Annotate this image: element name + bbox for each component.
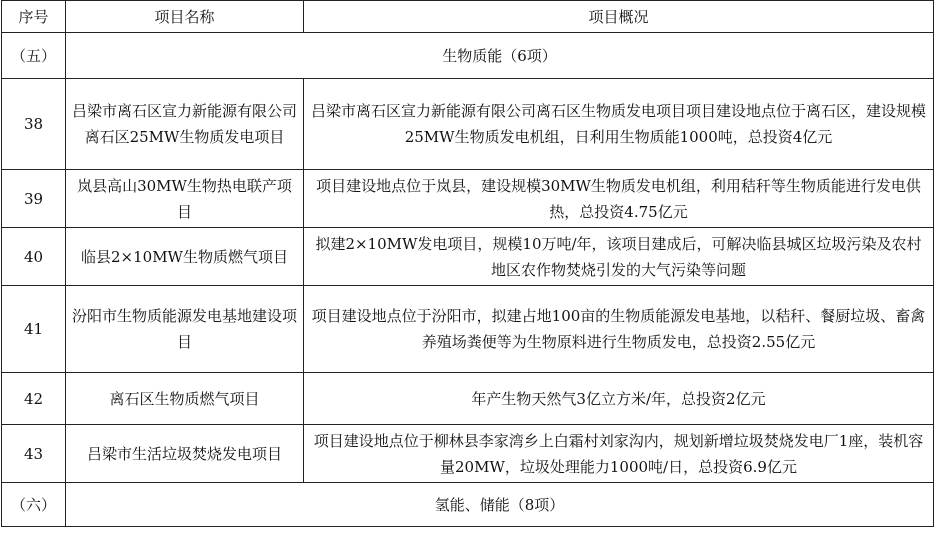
table-row	[2, 425, 934, 483]
header-desc: 项目概况	[304, 1, 934, 33]
project-description: 吕梁市离石区宣力新能源有限公司离石区生物质发电项目项目建设地点位于离石区，建设规模25MW生物质发电机组，日利用生物质能1000吨，总投资4亿元	[304, 79, 934, 170]
section-number: （五）	[2, 33, 66, 79]
section-row	[2, 483, 934, 527]
section-number: （六）	[2, 483, 66, 527]
table-row	[2, 228, 934, 286]
project-name: 汾阳市生物质能源发电基地建设项目	[66, 286, 304, 373]
project-description: 拟建2×10MW发电项目，规模10万吨/年，该项目建成后，可解决临县城区垃圾污染及农村地区农作物焚烧引发的大气污染等问题	[304, 228, 934, 286]
section-title: 生物质能（6项）	[66, 33, 934, 79]
project-name: 吕梁市生活垃圾焚烧发电项目	[66, 425, 304, 483]
project-description: 项目建设地点位于岚县，建设规模30MW生物质发电机组，利用秸秆等生物质能进行发电供热，总投资4.75亿元	[304, 170, 934, 228]
section-title: 氢能、储能（8项）	[66, 483, 934, 527]
project-description: 项目建设地点位于柳林县李家湾乡上白霜村刘家沟内，规划新增垃圾焚烧发电厂1座，装机容量20MW，垃圾处理能力1000吨/日，总投资6.9亿元	[304, 425, 934, 483]
table-row	[2, 373, 934, 425]
section-row	[2, 33, 934, 79]
project-name: 离石区生物质燃气项目	[66, 373, 304, 425]
row-number: 41	[2, 286, 66, 373]
project-name: 岚县高山30MW生物热电联产项目	[66, 170, 304, 228]
row-number: 39	[2, 170, 66, 228]
project-name: 临县2×10MW生物质燃气项目	[66, 228, 304, 286]
projects-table	[1, 0, 934, 527]
project-name: 吕梁市离石区宣力新能源有限公司离石区25MW生物质发电项目	[66, 79, 304, 170]
header-name: 项目名称	[66, 1, 304, 33]
table-header-row	[2, 1, 934, 33]
project-description: 年产生物天然气3亿立方米/年，总投资2亿元	[304, 373, 934, 425]
header-no: 序号	[2, 1, 66, 33]
row-number: 38	[2, 79, 66, 170]
row-number: 42	[2, 373, 66, 425]
row-number: 43	[2, 425, 66, 483]
table-row	[2, 170, 934, 228]
project-description: 项目建设地点位于汾阳市，拟建占地100亩的生物质能源发电基地，以秸秆、餐厨垃圾、畜禽养殖场粪便等为生物原料进行生物质发电，总投资2.55亿元	[304, 286, 934, 373]
table-row	[2, 286, 934, 373]
table-row	[2, 79, 934, 170]
row-number: 40	[2, 228, 66, 286]
